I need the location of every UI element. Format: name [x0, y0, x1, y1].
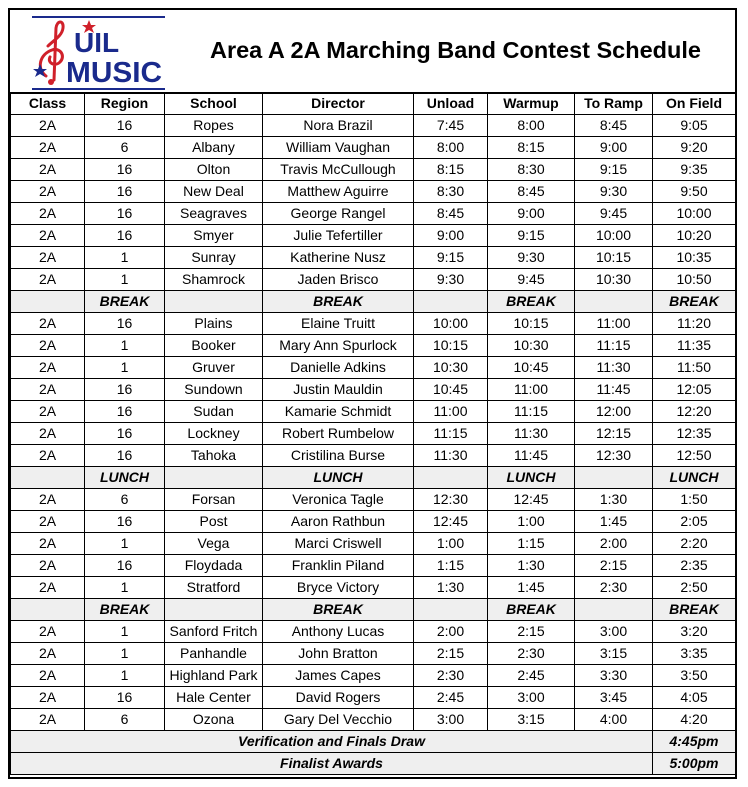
- table-cell: Katherine Nusz: [263, 247, 414, 269]
- table-cell: Justin Mauldin: [263, 379, 414, 401]
- table-cell: 1: [85, 357, 165, 379]
- table-cell: 12:45: [488, 489, 575, 511]
- table-cell: Albany: [165, 137, 263, 159]
- table-cell: 9:15: [414, 247, 488, 269]
- break-label: LUNCH: [653, 467, 736, 489]
- table-cell: 2A: [11, 335, 85, 357]
- table-cell: 2:30: [488, 643, 575, 665]
- table-cell: 4:05: [653, 687, 736, 709]
- table-cell: 9:45: [488, 269, 575, 291]
- table-cell: Marci Criswell: [263, 533, 414, 555]
- break-empty-cell: [575, 467, 653, 489]
- break-empty-cell: [414, 467, 488, 489]
- table-cell: 1:50: [653, 489, 736, 511]
- table-cell: 16: [85, 555, 165, 577]
- table-cell: 2A: [11, 709, 85, 731]
- table-cell: 8:45: [414, 203, 488, 225]
- table-row: [11, 709, 736, 731]
- footer-label: Finalist Awards: [11, 753, 653, 775]
- table-cell: 16: [85, 687, 165, 709]
- table-cell: 2:15: [488, 621, 575, 643]
- break-empty-cell: [165, 291, 263, 313]
- table-cell: 9:05: [653, 115, 736, 137]
- table-row: [11, 203, 736, 225]
- table-cell: 10:20: [653, 225, 736, 247]
- table-row: [11, 687, 736, 709]
- table-cell: 1:00: [414, 533, 488, 555]
- table-cell: 2A: [11, 401, 85, 423]
- table-cell: 16: [85, 401, 165, 423]
- table-cell: 9:15: [488, 225, 575, 247]
- table-cell: 10:00: [653, 203, 736, 225]
- table-cell: Jaden Brisco: [263, 269, 414, 291]
- table-cell: 11:15: [575, 335, 653, 357]
- table-row: [11, 115, 736, 137]
- table-row: [11, 489, 736, 511]
- table-row: [11, 445, 736, 467]
- table-cell: 1:45: [575, 511, 653, 533]
- table-cell: 9:00: [488, 203, 575, 225]
- table-cell: Aaron Rathbun: [263, 511, 414, 533]
- table-cell: 10:30: [575, 269, 653, 291]
- table-cell: 2:00: [575, 533, 653, 555]
- table-cell: Matthew Aguirre: [263, 181, 414, 203]
- table-cell: 1: [85, 533, 165, 555]
- table-cell: 6: [85, 709, 165, 731]
- table-cell: 9:45: [575, 203, 653, 225]
- table-cell: Floydada: [165, 555, 263, 577]
- table-cell: 16: [85, 181, 165, 203]
- schedule-table: [10, 92, 736, 775]
- table-cell: 8:30: [488, 159, 575, 181]
- table-cell: 1: [85, 665, 165, 687]
- break-empty-cell: [575, 291, 653, 313]
- table-cell: 16: [85, 313, 165, 335]
- column-header: Warmup: [488, 93, 575, 115]
- table-cell: 9:30: [414, 269, 488, 291]
- table-row: [11, 335, 736, 357]
- table-cell: Tahoka: [165, 445, 263, 467]
- break-label: BREAK: [85, 291, 165, 313]
- table-cell: Anthony Lucas: [263, 621, 414, 643]
- table-row: [11, 665, 736, 687]
- table-cell: 2A: [11, 489, 85, 511]
- break-label: BREAK: [85, 599, 165, 621]
- table-cell: Vega: [165, 533, 263, 555]
- table-cell: 11:35: [653, 335, 736, 357]
- table-cell: 2:30: [575, 577, 653, 599]
- table-cell: William Vaughan: [263, 137, 414, 159]
- table-cell: 16: [85, 225, 165, 247]
- break-empty-cell: [414, 599, 488, 621]
- table-cell: 2A: [11, 665, 85, 687]
- column-header: School: [165, 93, 263, 115]
- table-cell: 2:05: [653, 511, 736, 533]
- break-empty-cell: [11, 291, 85, 313]
- table-cell: Franklin Piland: [263, 555, 414, 577]
- table-cell: 8:00: [488, 115, 575, 137]
- table-cell: 9:50: [653, 181, 736, 203]
- table-cell: 1: [85, 577, 165, 599]
- break-label: BREAK: [653, 291, 736, 313]
- table-cell: 3:15: [575, 643, 653, 665]
- table-cell: Gruver: [165, 357, 263, 379]
- table-cell: Sunray: [165, 247, 263, 269]
- table-cell: 3:45: [575, 687, 653, 709]
- table-cell: 11:30: [575, 357, 653, 379]
- break-label: BREAK: [263, 599, 414, 621]
- schedule-sheet: [8, 8, 737, 779]
- table-cell: 10:50: [653, 269, 736, 291]
- table-cell: 10:45: [414, 379, 488, 401]
- column-header: To Ramp: [575, 93, 653, 115]
- table-cell: 11:30: [488, 423, 575, 445]
- table-cell: 11:50: [653, 357, 736, 379]
- table-cell: 4:00: [575, 709, 653, 731]
- table-cell: Highland Park: [165, 665, 263, 687]
- table-cell: 8:45: [488, 181, 575, 203]
- table-cell: 3:00: [414, 709, 488, 731]
- break-empty-cell: [165, 467, 263, 489]
- table-cell: Veronica Tagle: [263, 489, 414, 511]
- table-cell: Seagraves: [165, 203, 263, 225]
- table-cell: 3:30: [575, 665, 653, 687]
- table-cell: 12:50: [653, 445, 736, 467]
- table-cell: 1: [85, 269, 165, 291]
- table-cell: 2:15: [575, 555, 653, 577]
- table-cell: 16: [85, 159, 165, 181]
- break-label: BREAK: [653, 599, 736, 621]
- table-cell: 1:45: [488, 577, 575, 599]
- table-header-row: [11, 93, 736, 115]
- table-cell: 3:00: [575, 621, 653, 643]
- table-cell: Booker: [165, 335, 263, 357]
- table-cell: 2A: [11, 379, 85, 401]
- break-empty-cell: [11, 467, 85, 489]
- table-cell: 2:50: [653, 577, 736, 599]
- footer-label: Verification and Finals Draw: [11, 731, 653, 753]
- table-cell: Ropes: [165, 115, 263, 137]
- table-cell: 11:20: [653, 313, 736, 335]
- table-cell: 8:15: [488, 137, 575, 159]
- table-cell: 2:30: [414, 665, 488, 687]
- break-row: [11, 599, 736, 621]
- table-row: [11, 313, 736, 335]
- logo-uil-text: UIL: [74, 27, 120, 58]
- table-cell: 16: [85, 511, 165, 533]
- table-cell: 10:15: [488, 313, 575, 335]
- table-row: [11, 643, 736, 665]
- break-row: [11, 467, 736, 489]
- table-cell: 16: [85, 115, 165, 137]
- table-cell: 1: [85, 335, 165, 357]
- table-cell: 11:15: [414, 423, 488, 445]
- table-cell: Lockney: [165, 423, 263, 445]
- column-header: On Field: [653, 93, 736, 115]
- table-cell: 8:15: [414, 159, 488, 181]
- table-row: [11, 555, 736, 577]
- table-cell: 16: [85, 379, 165, 401]
- table-cell: 1:15: [488, 533, 575, 555]
- table-cell: 1: [85, 621, 165, 643]
- table-cell: 1:15: [414, 555, 488, 577]
- table-cell: 11:00: [414, 401, 488, 423]
- table-cell: 7:45: [414, 115, 488, 137]
- table-cell: 12:30: [575, 445, 653, 467]
- table-cell: David Rogers: [263, 687, 414, 709]
- table-cell: 9:00: [414, 225, 488, 247]
- table-cell: 9:30: [488, 247, 575, 269]
- table-cell: 4:20: [653, 709, 736, 731]
- table-row: [11, 181, 736, 203]
- table-cell: 2A: [11, 555, 85, 577]
- table-cell: Cristilina Burse: [263, 445, 414, 467]
- table-cell: 2A: [11, 181, 85, 203]
- table-cell: Julie Tefertiller: [263, 225, 414, 247]
- table-row: [11, 269, 736, 291]
- table-cell: 2A: [11, 269, 85, 291]
- table-cell: Bryce Victory: [263, 577, 414, 599]
- table-cell: Panhandle: [165, 643, 263, 665]
- table-cell: 2A: [11, 643, 85, 665]
- table-row: [11, 379, 736, 401]
- table-cell: 3:50: [653, 665, 736, 687]
- table-cell: 2A: [11, 511, 85, 533]
- table-row: [11, 423, 736, 445]
- table-cell: 10:15: [414, 335, 488, 357]
- table-row: [11, 577, 736, 599]
- table-row: [11, 159, 736, 181]
- footer-row: [11, 753, 736, 775]
- table-cell: 10:15: [575, 247, 653, 269]
- break-row: [11, 291, 736, 313]
- table-cell: Forsan: [165, 489, 263, 511]
- table-cell: 1:30: [575, 489, 653, 511]
- table-cell: James Capes: [263, 665, 414, 687]
- break-empty-cell: [11, 599, 85, 621]
- table-cell: 1:00: [488, 511, 575, 533]
- break-empty-cell: [165, 599, 263, 621]
- table-cell: 2A: [11, 115, 85, 137]
- table-cell: New Deal: [165, 181, 263, 203]
- table-cell: 8:00: [414, 137, 488, 159]
- table-cell: 2A: [11, 687, 85, 709]
- table-cell: 12:35: [653, 423, 736, 445]
- break-label: LUNCH: [263, 467, 414, 489]
- table-cell: 3:00: [488, 687, 575, 709]
- table-row: [11, 247, 736, 269]
- break-empty-cell: [414, 291, 488, 313]
- table-cell: Post: [165, 511, 263, 533]
- table-cell: Mary Ann Spurlock: [263, 335, 414, 357]
- table-cell: 16: [85, 203, 165, 225]
- footer-row: [11, 731, 736, 753]
- table-cell: 9:30: [575, 181, 653, 203]
- table-cell: 2:15: [414, 643, 488, 665]
- table-cell: 10:35: [653, 247, 736, 269]
- column-header: Region: [85, 93, 165, 115]
- table-cell: 12:20: [653, 401, 736, 423]
- table-cell: 12:05: [653, 379, 736, 401]
- table-cell: Nora Brazil: [263, 115, 414, 137]
- table-cell: Travis McCullough: [263, 159, 414, 181]
- table-cell: Sundown: [165, 379, 263, 401]
- table-cell: 10:00: [414, 313, 488, 335]
- table-cell: Sudan: [165, 401, 263, 423]
- table-cell: 2A: [11, 203, 85, 225]
- break-label: LUNCH: [85, 467, 165, 489]
- table-cell: 3:20: [653, 621, 736, 643]
- table-row: [11, 137, 736, 159]
- table-cell: 3:35: [653, 643, 736, 665]
- table-cell: Hale Center: [165, 687, 263, 709]
- column-header: Director: [263, 93, 414, 115]
- table-cell: 11:15: [488, 401, 575, 423]
- column-header: Class: [11, 93, 85, 115]
- table-cell: 12:30: [414, 489, 488, 511]
- table-cell: 2:45: [414, 687, 488, 709]
- table-cell: 2:00: [414, 621, 488, 643]
- table-row: [11, 357, 736, 379]
- table-cell: 8:30: [414, 181, 488, 203]
- table-cell: 2:20: [653, 533, 736, 555]
- table-cell: 2A: [11, 577, 85, 599]
- table-cell: Kamarie Schmidt: [263, 401, 414, 423]
- table-cell: 6: [85, 489, 165, 511]
- break-label: LUNCH: [488, 467, 575, 489]
- table-cell: Ozona: [165, 709, 263, 731]
- table-row: [11, 225, 736, 247]
- table-cell: 11:30: [414, 445, 488, 467]
- break-empty-cell: [575, 599, 653, 621]
- footer-time: 5:00pm: [653, 753, 736, 775]
- uil-music-logo: [32, 16, 165, 90]
- table-cell: Sanford Fritch: [165, 621, 263, 643]
- table-cell: 11:00: [575, 313, 653, 335]
- table-cell: Shamrock: [165, 269, 263, 291]
- table-cell: 10:30: [414, 357, 488, 379]
- header: [10, 10, 735, 94]
- table-cell: 2A: [11, 247, 85, 269]
- table-cell: 16: [85, 445, 165, 467]
- break-label: BREAK: [488, 291, 575, 313]
- table-cell: 2:35: [653, 555, 736, 577]
- table-cell: Stratford: [165, 577, 263, 599]
- break-label: BREAK: [263, 291, 414, 313]
- table-cell: 2A: [11, 313, 85, 335]
- table-cell: 2A: [11, 357, 85, 379]
- table-cell: 1: [85, 247, 165, 269]
- table-cell: 8:45: [575, 115, 653, 137]
- table-cell: 12:45: [414, 511, 488, 533]
- table-cell: 2:45: [488, 665, 575, 687]
- table-cell: 10:30: [488, 335, 575, 357]
- table-cell: Plains: [165, 313, 263, 335]
- table-row: [11, 511, 736, 533]
- table-cell: John Bratton: [263, 643, 414, 665]
- table-row: [11, 621, 736, 643]
- table-cell: George Rangel: [263, 203, 414, 225]
- table-cell: 12:00: [575, 401, 653, 423]
- table-cell: 2A: [11, 159, 85, 181]
- table-cell: 9:15: [575, 159, 653, 181]
- column-header: Unload: [414, 93, 488, 115]
- table-row: [11, 401, 736, 423]
- table-cell: 10:45: [488, 357, 575, 379]
- table-cell: 2A: [11, 225, 85, 247]
- table-cell: Smyer: [165, 225, 263, 247]
- table-cell: 2A: [11, 137, 85, 159]
- page-title: Area A 2A Marching Band Contest Schedule: [210, 37, 701, 63]
- table-cell: Elaine Truitt: [263, 313, 414, 335]
- table-cell: 2A: [11, 533, 85, 555]
- footer-time: 4:45pm: [653, 731, 736, 753]
- logo-music-text: MUSIC: [66, 57, 163, 89]
- table-cell: 11:00: [488, 379, 575, 401]
- break-label: BREAK: [488, 599, 575, 621]
- table-cell: 3:15: [488, 709, 575, 731]
- table-cell: Danielle Adkins: [263, 357, 414, 379]
- table-cell: 2A: [11, 423, 85, 445]
- table-cell: 9:35: [653, 159, 736, 181]
- table-cell: 10:00: [575, 225, 653, 247]
- table-cell: Robert Rumbelow: [263, 423, 414, 445]
- table-cell: Gary Del Vecchio: [263, 709, 414, 731]
- table-cell: 1:30: [414, 577, 488, 599]
- table-cell: Olton: [165, 159, 263, 181]
- table-cell: 2A: [11, 445, 85, 467]
- table-cell: 12:15: [575, 423, 653, 445]
- table-cell: 1:30: [488, 555, 575, 577]
- table-cell: 2A: [11, 621, 85, 643]
- table-row: [11, 533, 736, 555]
- table-cell: 9:20: [653, 137, 736, 159]
- table-cell: 11:45: [575, 379, 653, 401]
- table-cell: 9:00: [575, 137, 653, 159]
- table-cell: 16: [85, 423, 165, 445]
- table-cell: 11:45: [488, 445, 575, 467]
- table-cell: 6: [85, 137, 165, 159]
- table-cell: 1: [85, 643, 165, 665]
